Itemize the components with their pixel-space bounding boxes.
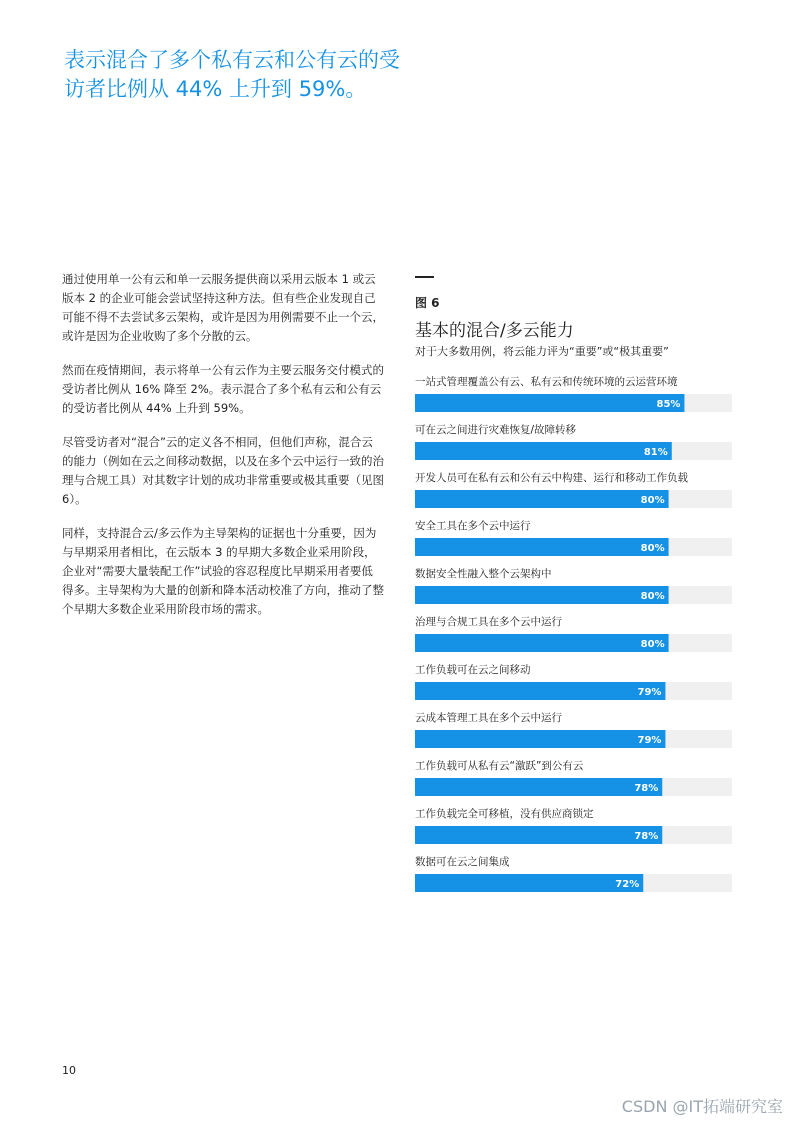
watermark: CSDN @IT拓端研究室 — [621, 1097, 783, 1116]
data-label: 79% — [637, 687, 662, 698]
category-label: 安全工具在多个云中运行 — [415, 520, 531, 532]
category-label: 治理与合规工具在多个云中运行 — [415, 616, 562, 628]
body-paragraph: 然而在疫情期间，表示将单一公有云作为主要云服务交付模式的受访者比例从 16% 降至 2%。表示混合了多个私有云和公有云的受访者比例从 44% 上升到 59%。 — [62, 363, 384, 415]
category-label: 云成本管理工具在多个云中运行 — [415, 712, 562, 724]
category-label: 数据可在云之间集成 — [415, 856, 510, 868]
bar — [415, 490, 669, 508]
body-paragraph: 尽管受访者对“混合”云的定义各不相同，但他们声称，混合云的能力（例如在云之间移动数据，以及在多个云中运行一致的治理与合规工具）对其数字计划的成功非常重要或极其重要（见图 6）。 — [62, 435, 384, 506]
bar — [415, 730, 665, 748]
figure-label: 图 6 — [415, 296, 440, 310]
data-label: 80% — [640, 543, 665, 554]
data-label: 78% — [634, 783, 659, 794]
category-label: 工作负载可在云之间移动 — [415, 664, 531, 676]
data-label: 79% — [637, 735, 662, 746]
data-label: 72% — [615, 879, 640, 890]
category-label: 可在云之间进行灾难恢复/故障转移 — [415, 424, 577, 436]
bar — [415, 394, 684, 412]
category-label: 工作负载完全可移植，没有供应商锁定 — [415, 808, 594, 820]
body-paragraph: 通过使用单一公有云和单一云服务提供商以采用云版本 1 或云版本 2 的企业可能会尝试坚持这种方法。但有些企业发现自己可能不得不去尝试多云架构，或许是因为用例需要不止一个云，或许是因为企业收购了多个分散的云。 — [62, 272, 384, 343]
category-label: 数据安全性融入整个云架构中 — [415, 568, 552, 580]
bar — [415, 442, 672, 460]
category-label: 一站式管理覆盖公有云、私有云和传统环境的云运营环境 — [415, 376, 678, 388]
figure-title: 基本的混合/多云能力 — [415, 321, 574, 341]
body-paragraph: 同样，支持混合云/多云作为主导架构的证据也十分重要，因为与早期采用者相比，在云版本 3 的早期大多数企业采用阶段，企业对“需要大量装配工作”试验的容忍程度比早期采用者要低得多。主导架构为大量的创新和降本活动校准了方向，推动了整个早期大多数企业采用阶段市场的需求。 — [62, 526, 384, 616]
page-number: 10 — [62, 1064, 76, 1077]
figure-subtitle: 对于大多数用例，将云能力评为“重要”或“极其重要” — [415, 345, 669, 358]
bar — [415, 778, 662, 796]
bar — [415, 874, 643, 892]
bar — [415, 682, 665, 700]
data-label: 80% — [640, 591, 665, 602]
category-label: 工作负载可从私有云“激跃”到公有云 — [415, 760, 584, 772]
data-label: 85% — [656, 399, 681, 410]
bar — [415, 586, 669, 604]
data-label: 78% — [634, 831, 659, 842]
bar — [415, 634, 669, 652]
headline: 表示混合了多个私有云和公有云的受访者比例从 44% 上升到 59%。 — [64, 48, 400, 101]
category-label: 开发人员可在私有云和公有云中构建、运行和移动工作负载 — [415, 472, 688, 484]
data-label: 80% — [640, 639, 665, 650]
data-label: 81% — [643, 447, 668, 458]
bar — [415, 826, 662, 844]
bar — [415, 538, 669, 556]
data-label: 80% — [640, 495, 665, 506]
